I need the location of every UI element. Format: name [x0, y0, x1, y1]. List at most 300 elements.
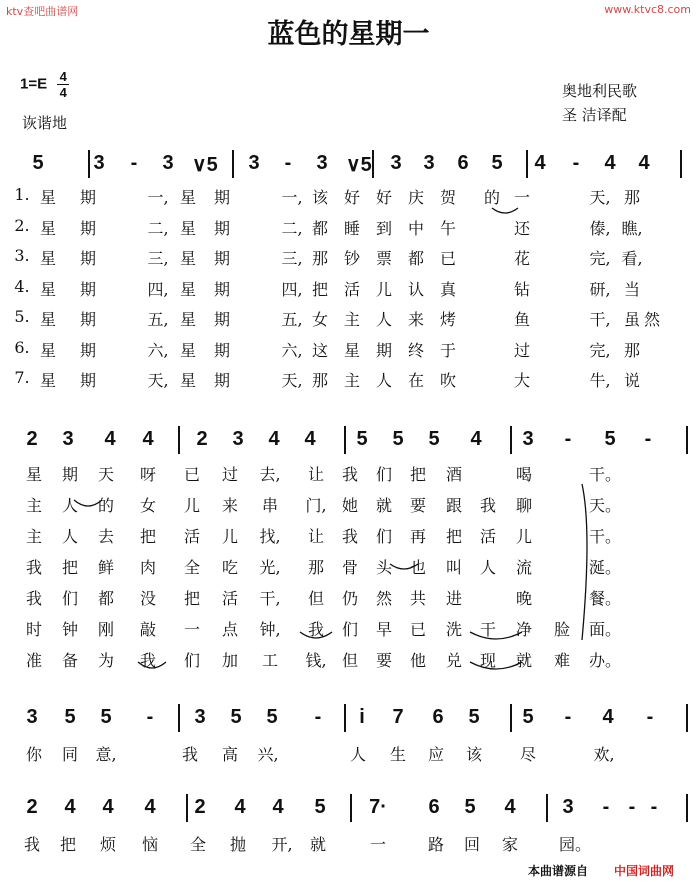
lyric-char: 那 — [311, 249, 328, 268]
lyric-char: 干 — [479, 620, 496, 639]
lyric-char: 五, — [147, 310, 169, 329]
lyric-char: 干, — [259, 589, 281, 608]
lyric-char: 吹 — [439, 371, 456, 390]
lyric-char: 花 — [513, 249, 530, 268]
lyric-char: 钱, — [305, 651, 327, 670]
lyric-char: 好 — [375, 188, 392, 207]
lyric-char: 星 — [39, 188, 56, 207]
lyric-char: 钟 — [61, 620, 78, 639]
lyric-char: 现 — [479, 651, 496, 670]
lyric-char: 庆 — [407, 188, 424, 207]
note: 3 — [248, 152, 260, 174]
lyric-char: 钟, — [259, 620, 281, 639]
bar-line — [350, 794, 352, 822]
lyric-char: 人 — [375, 371, 392, 390]
verse-line — [0, 216, 697, 238]
lyric-char: 生 — [389, 745, 406, 764]
lyric-char: 恼 — [141, 835, 158, 854]
lyric-char: 让 — [307, 527, 324, 546]
bar-line — [546, 794, 548, 822]
note: 4 — [470, 428, 482, 450]
lyric-char: 骨 — [341, 558, 358, 577]
note: - — [644, 428, 652, 450]
verse-line — [0, 246, 697, 268]
lyric-char: 家 — [501, 835, 518, 854]
lyric-char: 烤 — [439, 310, 456, 329]
lyric-char: 六, — [281, 340, 303, 360]
note: 5 — [392, 428, 404, 450]
lyric-char: 欢, — [593, 745, 615, 764]
lyric-char: 串 — [261, 496, 278, 515]
lyric-char: 们 — [183, 651, 200, 670]
bar-line — [510, 704, 512, 732]
lyric-char: 天 — [97, 465, 114, 484]
lyric-char: 应 — [427, 745, 444, 764]
time-bottom: 4 — [59, 85, 67, 100]
lyric-char: 午 — [439, 218, 456, 238]
lyric-char: 星 — [179, 218, 196, 238]
lyric-char: 星 — [179, 188, 196, 207]
lyric-char: 我 — [25, 589, 42, 608]
note: 4 — [144, 796, 156, 818]
lyric-char: 期 — [79, 310, 96, 329]
note: 5 — [100, 706, 112, 728]
lyric-char: 同 — [61, 745, 78, 764]
lyric-char: 跟 — [445, 496, 462, 515]
lyric-char: 时 — [25, 620, 42, 639]
lyric-char: 把 — [139, 527, 156, 546]
lyric-char: 面。 — [589, 620, 622, 639]
lyric-char: 人 — [349, 745, 366, 764]
chorus-line — [0, 586, 697, 608]
lyric-char: 星 — [39, 218, 56, 238]
bar-line — [88, 150, 90, 178]
note: 3 — [423, 152, 435, 174]
time-signature — [57, 70, 69, 99]
chorus-line — [0, 617, 697, 639]
lyric-char: 活 — [479, 527, 496, 546]
lyric-char: 星 — [343, 340, 360, 360]
lyric-char: 星 — [39, 249, 56, 268]
note: 2 — [26, 796, 38, 818]
lyric-char: 烦 — [99, 835, 116, 854]
lyric-char: 涎。 — [589, 558, 622, 577]
note: - — [628, 796, 636, 818]
lyric-char: 抛 — [229, 835, 246, 854]
lyric-char: 干。 — [589, 527, 622, 546]
lyric-char: 活 — [183, 527, 200, 546]
footer-site-name: 中国词曲网 — [614, 864, 675, 878]
lyric-char: 干。 — [589, 465, 622, 484]
key-label: 1=E — [20, 75, 48, 93]
lyric-char: 主 — [25, 496, 42, 515]
lyric-char: 三, — [281, 249, 303, 268]
note: i — [359, 706, 365, 728]
lyric-char: 然 — [643, 310, 660, 329]
lyric-char: 呀 — [139, 465, 156, 484]
lyrics-line-4 — [0, 832, 697, 854]
note: 5 — [468, 706, 480, 728]
lyric-char: 期 — [213, 218, 230, 238]
lyric-char: 睡 — [343, 218, 360, 238]
note: 6 — [428, 796, 440, 818]
note: 4 — [638, 152, 650, 174]
lyric-char: 都 — [407, 249, 424, 268]
lyric-char: 兴, — [257, 745, 279, 764]
song-title: 蓝色的星期一 — [267, 19, 430, 50]
note: 5 — [604, 428, 616, 450]
lyric-char: 高 — [221, 745, 238, 764]
lyric-char: 儿 — [221, 527, 238, 546]
time-top: 4 — [59, 69, 67, 84]
lyric-char: 期 — [79, 218, 96, 238]
lyric-char: 人 — [375, 310, 392, 329]
lyric-char: 天, — [147, 371, 169, 390]
note: 4 — [142, 428, 154, 450]
lyric-char: 女 — [139, 496, 156, 515]
lyric-char: 期 — [213, 249, 230, 268]
lyric-char: 人 — [61, 527, 78, 546]
credits-translator: 圣 洁译配 — [562, 106, 627, 124]
lyric-char: 他 — [409, 651, 426, 670]
performance-style: 诙谐地 — [22, 114, 68, 132]
lyric-char: 天, — [281, 371, 303, 390]
lyric-char: 完, — [589, 249, 611, 268]
lyric-char: 票 — [375, 249, 392, 268]
note: 2 — [26, 428, 38, 450]
note: 6 — [457, 152, 469, 174]
note: 4 — [272, 796, 284, 818]
lyric-char: 我 — [139, 651, 156, 670]
lyric-char: 头 — [375, 558, 392, 577]
lyric-char: 完, — [589, 340, 611, 360]
watermark-left: ktv查吧曲谱网 — [6, 5, 79, 18]
lyric-char: 洗 — [445, 620, 462, 639]
lyric-char: 星 — [179, 249, 196, 268]
lyric-char: 期 — [79, 249, 96, 268]
lyric-char: 人 — [61, 496, 78, 515]
note: 4 — [504, 796, 516, 818]
bar-line — [232, 150, 234, 178]
key-signature — [20, 70, 69, 99]
note: - — [602, 796, 610, 818]
lyric-char: 都 — [97, 589, 114, 608]
notation-line-3 — [0, 706, 697, 730]
lyric-char: 天, — [589, 188, 611, 207]
note: 3 — [562, 796, 574, 818]
lyric-char: 们 — [375, 527, 392, 546]
lyric-char: 四, — [147, 279, 169, 299]
lyric-char: 肉 — [139, 558, 156, 577]
bar-line — [510, 426, 512, 454]
lyric-char: 星 — [39, 310, 56, 329]
lyric-char: 敲 — [139, 620, 156, 639]
lyric-char: 期 — [213, 310, 230, 329]
bar-line — [526, 150, 528, 178]
note: 3 — [390, 152, 402, 174]
lyric-char: 把 — [409, 465, 426, 484]
notation-line-2 — [0, 428, 697, 452]
note: 5 — [64, 706, 76, 728]
lyric-char: 为 — [97, 651, 114, 670]
lyric-char: 流 — [515, 558, 532, 577]
watermark-right: www.ktvc8.com — [604, 3, 691, 16]
lyric-char: 们 — [341, 620, 358, 639]
lyric-char: 真 — [439, 279, 456, 299]
lyric-char: 看, — [621, 249, 643, 268]
lyric-char: 都 — [311, 218, 328, 238]
note: 4 — [234, 796, 246, 818]
lyric-char: 脸 — [553, 620, 570, 639]
note: - — [314, 706, 322, 728]
lyric-char: 就 — [515, 651, 532, 670]
lyric-char: 开, — [271, 835, 293, 854]
verse-line — [0, 185, 697, 207]
lyric-char: 期 — [213, 188, 230, 207]
lyric-char: 那 — [623, 188, 640, 207]
lyric-char: 一, — [147, 188, 169, 207]
chorus-line — [0, 524, 697, 546]
lyric-char: 二, — [147, 218, 169, 238]
note: - — [650, 796, 658, 818]
lyric-char: 星 — [39, 371, 56, 390]
lyric-char: 们 — [375, 465, 392, 484]
lyric-char: 也 — [409, 558, 426, 577]
lyric-char: 进 — [445, 589, 462, 608]
lyric-char: 我 — [341, 527, 358, 546]
lyric-char: 然 — [375, 589, 392, 608]
bar-line — [686, 704, 688, 732]
bar-line — [686, 794, 688, 822]
verse-line — [0, 338, 697, 360]
lyric-char: 兑 — [445, 651, 462, 670]
note: - — [572, 152, 580, 174]
lyric-char: 叫 — [445, 558, 462, 577]
lyric-char: 我 — [25, 558, 42, 577]
lyric-char: 期 — [79, 340, 96, 360]
lyric-char: 主 — [343, 371, 360, 390]
note: 7 — [392, 706, 404, 728]
note: 3 — [232, 428, 244, 450]
lyric-char: 期 — [213, 340, 230, 360]
lyric-char: 备 — [61, 651, 78, 670]
verse-line — [0, 277, 697, 299]
lyric-char: 这 — [311, 340, 328, 360]
bar-line — [186, 794, 188, 822]
note: 3 — [93, 152, 105, 174]
lyric-char: 意, — [95, 745, 117, 764]
lyric-char: 园。 — [559, 835, 592, 854]
lyric-char: 过 — [513, 340, 530, 360]
lyric-char: 于 — [439, 340, 456, 360]
lyric-char: 干, — [589, 310, 611, 329]
lyric-char: 早 — [375, 620, 392, 639]
lyric-char: 期 — [79, 371, 96, 390]
lyric-char: 星 — [39, 340, 56, 360]
lyric-char: 全 — [189, 835, 206, 854]
lyric-char: 6. — [14, 337, 30, 357]
bar-line — [680, 150, 682, 178]
lyric-char: 傣, — [589, 218, 611, 238]
lyric-char: 一, — [281, 188, 303, 207]
lyric-char: 认 — [407, 279, 424, 299]
note: - — [564, 706, 572, 728]
note: 5 — [464, 796, 476, 818]
lyric-char: 尽 — [519, 745, 536, 764]
lyric-char: 女 — [311, 310, 328, 329]
lyric-char: 全 — [183, 558, 200, 577]
lyric-char: 鱼 — [513, 310, 530, 329]
lyric-char: 刚 — [97, 620, 114, 639]
note: - — [646, 706, 654, 728]
note: 7· — [369, 796, 387, 818]
lyric-char: 该 — [465, 745, 482, 764]
lyric-char: 来 — [407, 310, 424, 329]
lyric-char: 星 — [179, 340, 196, 360]
note: 5 — [314, 796, 326, 818]
lyric-char: 三, — [147, 249, 169, 268]
lyric-char: 加 — [221, 651, 238, 670]
lyric-char: 说 — [623, 371, 640, 390]
lyric-char: 星 — [179, 310, 196, 329]
lyric-char: 星 — [179, 279, 196, 299]
lyric-char: 把 — [445, 527, 462, 546]
lyric-char: 工 — [261, 651, 278, 670]
lyric-char: 回 — [463, 835, 480, 854]
lyric-char: 我 — [181, 745, 198, 764]
lyric-char: 但 — [341, 651, 358, 670]
lyric-char: 让 — [307, 465, 324, 484]
lyric-char: 去, — [259, 465, 281, 484]
lyric-char: 六, — [147, 340, 169, 360]
lyric-char: 聊 — [515, 496, 532, 515]
lyric-char: 我 — [479, 496, 496, 515]
lyric-char: 虽 — [623, 310, 640, 329]
lyric-char: 期 — [61, 465, 78, 484]
lyric-char: 就 — [309, 835, 326, 854]
lyric-char: 贺 — [439, 188, 456, 207]
lyric-char: 那 — [311, 371, 328, 390]
lyric-char: 期 — [79, 279, 96, 299]
note: 5 — [428, 428, 440, 450]
lyric-char: 点 — [221, 620, 238, 639]
note: 4 — [102, 796, 114, 818]
lyric-char: 光, — [259, 558, 281, 577]
lyric-char: 们 — [61, 589, 78, 608]
lyric-char: 门, — [305, 496, 327, 515]
note: 5 — [266, 706, 278, 728]
lyric-char: 路 — [427, 835, 444, 854]
lyric-char: 但 — [307, 589, 324, 608]
lyric-char: 钞 — [343, 249, 360, 268]
lyric-char: 准 — [25, 651, 42, 670]
lyric-char: 儿 — [515, 527, 532, 546]
lyric-char: 的 — [97, 496, 114, 515]
chorus-line — [0, 555, 697, 577]
note: 3 — [316, 152, 328, 174]
chorus-line — [0, 648, 697, 670]
lyric-char: 已 — [183, 465, 200, 484]
lyric-char: 喝 — [515, 465, 532, 484]
lyric-char: 到 — [375, 218, 392, 238]
lyric-char: 已 — [409, 620, 426, 639]
bar-line — [372, 150, 374, 178]
lyric-char: 没 — [139, 589, 156, 608]
lyric-char: 去 — [97, 527, 114, 546]
note: 5 — [491, 152, 503, 174]
note: 5 — [522, 706, 534, 728]
lyric-char: 吃 — [221, 558, 238, 577]
lyric-char: 活 — [221, 589, 238, 608]
lyric-char: 的 — [483, 188, 500, 207]
lyric-char: 2. — [14, 215, 30, 235]
lyric-char: 我 — [307, 620, 324, 639]
bar-line — [344, 704, 346, 732]
lyric-char: 钻 — [513, 279, 530, 299]
verse-line — [0, 368, 697, 390]
lyric-char: 那 — [623, 340, 640, 360]
lyric-char: 找, — [259, 527, 281, 546]
lyric-char: 儿 — [375, 279, 392, 299]
lyric-char: 我 — [23, 835, 40, 854]
bar-line — [686, 426, 688, 454]
lyric-char: 中 — [407, 218, 424, 238]
lyric-char: 主 — [25, 527, 42, 546]
lyric-char: 再 — [409, 527, 426, 546]
note: 4 — [304, 428, 316, 450]
note: 3 — [62, 428, 74, 450]
lyric-char: 把 — [59, 835, 76, 854]
lyric-char: 星 — [39, 279, 56, 299]
bar-line — [178, 426, 180, 454]
note: 4 — [604, 152, 616, 174]
note: 5 — [230, 706, 242, 728]
lyric-char: 办。 — [589, 651, 622, 670]
note: ∨5 — [192, 154, 218, 176]
chorus-line — [0, 493, 697, 515]
chorus-line — [0, 462, 697, 484]
lyric-char: 天。 — [589, 496, 622, 515]
lyric-char: 把 — [61, 558, 78, 577]
credits-origin: 奥地利民歌 — [562, 82, 638, 100]
note: 3 — [522, 428, 534, 450]
lyric-char: 期 — [79, 188, 96, 207]
lyric-char: 五, — [281, 310, 303, 329]
bar-line — [344, 426, 346, 454]
lyric-char: 我 — [341, 465, 358, 484]
lyric-char: 共 — [409, 589, 426, 608]
lyric-char: 4. — [14, 276, 30, 296]
note: 6 — [432, 706, 444, 728]
lyric-char: 一 — [513, 188, 530, 207]
lyric-char: 要 — [375, 651, 392, 670]
note: 3 — [162, 152, 174, 174]
lyric-char: 二, — [281, 218, 303, 238]
lyric-char: 四, — [281, 279, 303, 299]
lyric-char: 7. — [14, 368, 30, 387]
lyric-char: 主 — [343, 310, 360, 329]
lyric-char: 把 — [183, 589, 200, 608]
notation-line-4 — [0, 796, 697, 820]
note: ∨5 — [346, 154, 372, 176]
note: 4 — [268, 428, 280, 450]
lyric-char: 期 — [213, 279, 230, 299]
lyric-char: 把 — [311, 279, 328, 299]
lyric-char: 瞧, — [621, 218, 643, 238]
lyric-char: 大 — [513, 371, 530, 390]
lyric-char: 她 — [341, 496, 358, 515]
lyric-char: 1. — [14, 185, 30, 204]
